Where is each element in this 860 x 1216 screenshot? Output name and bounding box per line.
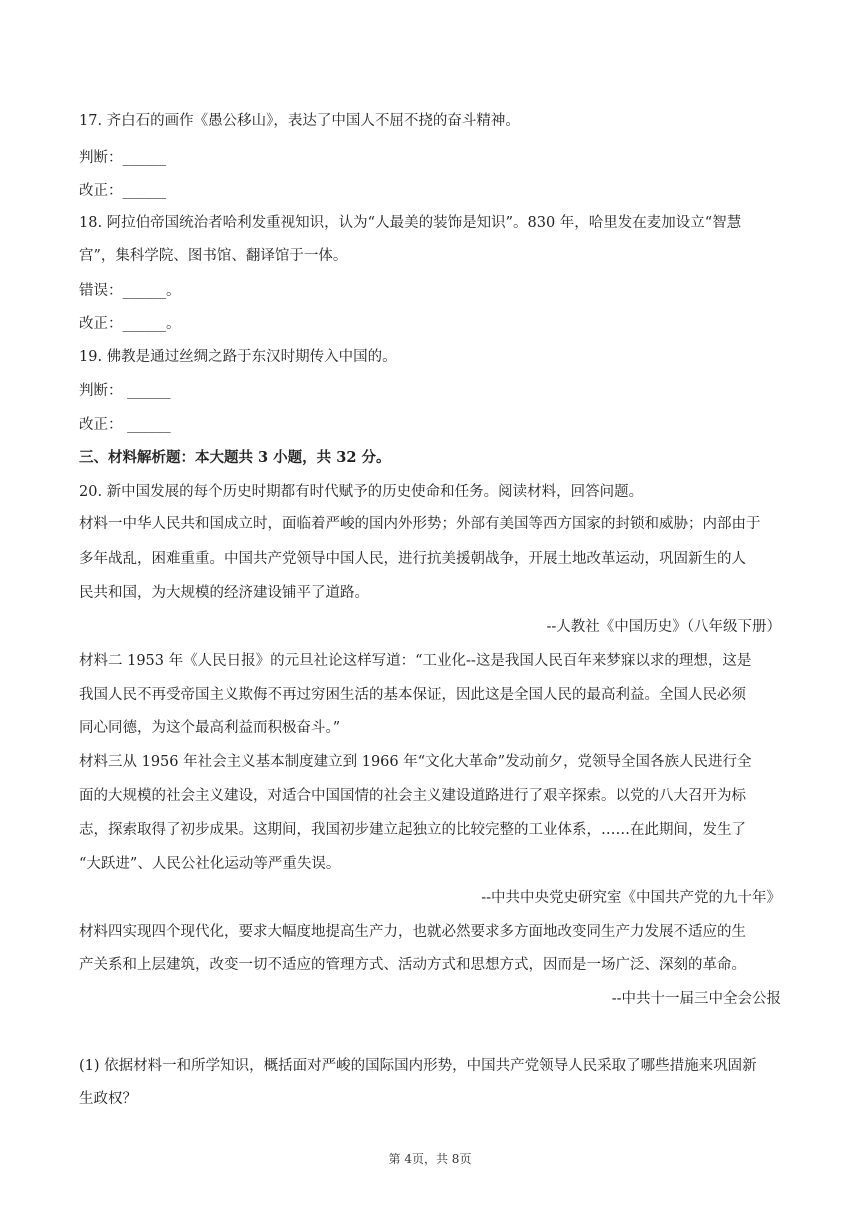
material-3-line: 志，探索取得了初步成果。这期间，我国初步建立起独立的比较完整的工业体系，……在此期间，发生了: [79, 822, 746, 838]
material-2-line: 我国人民不再受帝国主义欺侮不再过穷困生活的基本保证，因此这是全国人民的最高利益。全国人民必须: [79, 687, 746, 703]
material-2-line: 材料二 1953 年《人民日报》的元旦社论这样写道：“工业化--这是我国人民百年来梦寐以求的理想，这是: [79, 653, 752, 669]
material-1-line: 多年战乱，困难重重。中国共产党领导中国人民，进行抗美援朝战争，开展土地改革运动，巩固新生的人: [79, 551, 746, 567]
material-4-source: --中共十一届三中全会公报: [611, 991, 781, 1007]
material-4-line: 产关系和上层建筑，改变一切不适应的管理方式、活动方式和思想方式，因而是一场广泛、深刻的革命。: [79, 957, 746, 973]
material-1-source: --人教社《中国历史》（八年级下册）: [546, 619, 781, 635]
sub-question-1-line: 生政权？: [79, 1091, 137, 1107]
question-19-judge: 判断： ______: [79, 383, 171, 399]
material-3-line: “大跃进”、人民公社化运动等严重失误。: [79, 856, 341, 872]
material-1-line: 民共和国，为大规模的经济建设铺平了道路。: [79, 585, 369, 601]
question-19-text: 19. 佛教是通过丝绸之路于东汉时期传入中国的。: [79, 349, 397, 365]
material-3-line: 材料三从 1956 年社会主义基本制度建立到 1966 年“文化大革命”发动前夕，党领导全国各族人民进行全: [79, 754, 752, 770]
material-4-line: 材料四实现四个现代化，要求大幅度地提高生产力，也就必然要求多方面地改变同生产力发展不适应的生: [79, 924, 746, 940]
question-17-judge: 判断：______: [79, 150, 166, 166]
question-18-line-2: 宫”，集科学院、图书馆、翻译馆于一体。: [79, 248, 348, 264]
material-3-line: 面的大规模的社会主义建设，对适合中国国情的社会主义建设道路进行了艰辛探索。以党的八大召开为标: [79, 788, 746, 804]
sub-question-1-line: (1) 依据材料一和所学知识，概括面对严峻的国际国内形势，中国共产党领导人民采取了哪些措施来巩固新: [79, 1058, 757, 1074]
page-footer: 第 4页，共 8页: [388, 1152, 472, 1166]
question-20-intro: 20. 新中国发展的每个历史时期都有时代赋予的历史使命和任务。阅读材料，回答问题。: [79, 484, 644, 500]
section-3-heading: 三、材料解析题：本大题共 3 小题，共 32 分。: [79, 449, 391, 466]
question-18-correct: 改正：______。: [79, 316, 181, 332]
material-1-line: 材料一中华人民共和国成立时，面临着严峻的国内外形势；外部有美国等西方国家的封锁和威胁；内部由于: [79, 516, 761, 532]
question-19-correct: 改正： ______: [79, 417, 171, 433]
question-18-line-1: 18. 阿拉伯帝国统治者哈利发重视知识，认为“人最美的装饰是知识”。830 年，哈里发在麦加设立“智慧: [79, 215, 742, 231]
question-18-error: 错误：______。: [79, 283, 181, 299]
question-17-correct: 改正：______: [79, 183, 166, 199]
question-17-text: 17. 齐白石的画作《愚公移山》，表达了中国人不屈不挠的奋斗精神。: [79, 113, 520, 129]
material-2-line: 同心同德，为这个最高利益而积极奋斗。”: [79, 720, 341, 736]
material-3-source: --中共中央党史研究室《中国共产党的九十年》: [481, 890, 781, 906]
